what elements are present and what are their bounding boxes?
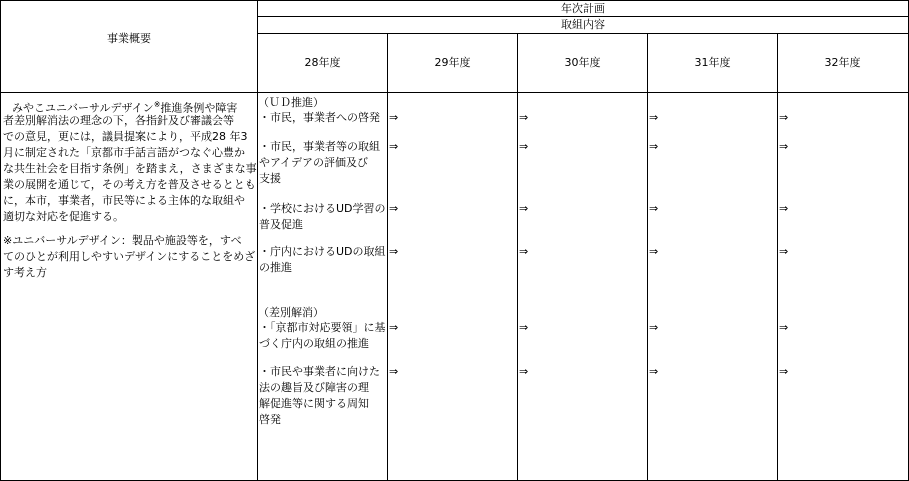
item-line: 啓発 <box>259 413 281 426</box>
arrow-icon: ⇒ <box>779 321 789 334</box>
arrow-icon: ⇒ <box>779 365 789 378</box>
row-divider-content <box>258 33 909 34</box>
arrow-icon: ⇒ <box>519 111 529 124</box>
arrow-icon: ⇒ <box>389 140 399 153</box>
table-border-left <box>0 0 1 481</box>
item-line: ・学校におけるUD学習の <box>259 202 386 215</box>
summary-line: な共生社会を目指す条例」を踏まえ，さまざまな事 <box>3 162 257 175</box>
arrow-icon: ⇒ <box>649 321 659 334</box>
item-line: やアイデアの評価及び <box>259 156 369 169</box>
summary-line: に，本市，事業者，市民等による主体的な取組や <box>3 194 245 207</box>
arrow-icon: ⇒ <box>779 202 789 215</box>
section-heading-discrimination: （差別解消） <box>258 306 324 319</box>
summary-note-line: てのひとが利用しやすいデザインにすることをめざ <box>3 250 256 263</box>
summary-line: みやこユニバーサルデザイン※推進条例や障害 <box>12 100 238 115</box>
content-header: 取組内容 <box>561 18 605 31</box>
item-line: 普及促進 <box>259 218 303 231</box>
summary-line: 月に制定された「京都市手話言語がつなぐ心豊か <box>3 146 245 159</box>
arrow-icon: ⇒ <box>519 365 529 378</box>
arrow-icon: ⇒ <box>519 202 529 215</box>
arrow-icon: ⇒ <box>649 202 659 215</box>
summary-line: 者差別解消法の理念の下，各指針及び審議会等 <box>3 114 234 127</box>
col-divider-31 <box>647 33 648 481</box>
summary-note-line: す考え方 <box>3 266 47 279</box>
arrow-icon: ⇒ <box>519 245 529 258</box>
summary-line: での意見，更には，議員提案により，平成28 年3 <box>3 130 248 143</box>
arrow-icon: ⇒ <box>779 111 789 124</box>
col-divider-32 <box>777 33 778 481</box>
summary-line: 適切な対応を促進する。 <box>3 210 124 223</box>
year-header-30: 30年度 <box>564 56 601 69</box>
item-line: ・市民，事業者への啓発 <box>259 111 380 124</box>
row-divider-header <box>0 92 909 93</box>
item-line: づく庁内の取組の推進 <box>259 337 369 350</box>
item-line: 法の趣旨及び障害の理 <box>259 381 369 394</box>
arrow-icon: ⇒ <box>779 140 789 153</box>
arrow-icon: ⇒ <box>389 245 399 258</box>
plan-header: 年次計画 <box>561 2 605 15</box>
col-divider-summary <box>257 0 258 481</box>
item-line: 解促進等に関する周知 <box>259 397 369 410</box>
arrow-icon: ⇒ <box>389 365 399 378</box>
item-line: ・市民や事業者に向けた <box>259 365 380 378</box>
item-line: ・「京都市対応要領」に基 <box>259 321 386 334</box>
year-header-32: 32年度 <box>824 56 861 69</box>
arrow-icon: ⇒ <box>519 321 529 334</box>
year-header-28: 28年度 <box>304 56 341 69</box>
arrow-icon: ⇒ <box>389 202 399 215</box>
arrow-icon: ⇒ <box>649 245 659 258</box>
year-header-29: 29年度 <box>434 56 471 69</box>
item-line: ・市民，事業者等の取組 <box>259 140 380 153</box>
arrow-icon: ⇒ <box>649 111 659 124</box>
item-line: ・庁内におけるUDの取組 <box>259 245 386 258</box>
arrow-icon: ⇒ <box>649 140 659 153</box>
section-heading-ud: （ＵＤ推進） <box>258 96 324 109</box>
summary-line: 業の展開を通じて，その考え方を普及させるととも <box>3 178 256 191</box>
arrow-icon: ⇒ <box>779 245 789 258</box>
item-line: の推進 <box>259 261 292 274</box>
arrow-icon: ⇒ <box>389 321 399 334</box>
col-divider-29 <box>387 33 388 481</box>
summary-note-line: ※ユニバーサルデザイン：製品や施設等を，すべ <box>3 234 242 247</box>
arrow-icon: ⇒ <box>519 140 529 153</box>
item-line: 支援 <box>259 172 281 185</box>
year-header-31: 31年度 <box>694 56 731 69</box>
arrow-icon: ⇒ <box>389 111 399 124</box>
arrow-icon: ⇒ <box>649 365 659 378</box>
summary-header: 事業概要 <box>107 32 151 45</box>
col-divider-30 <box>517 33 518 481</box>
note-mark: ※ <box>153 100 161 109</box>
